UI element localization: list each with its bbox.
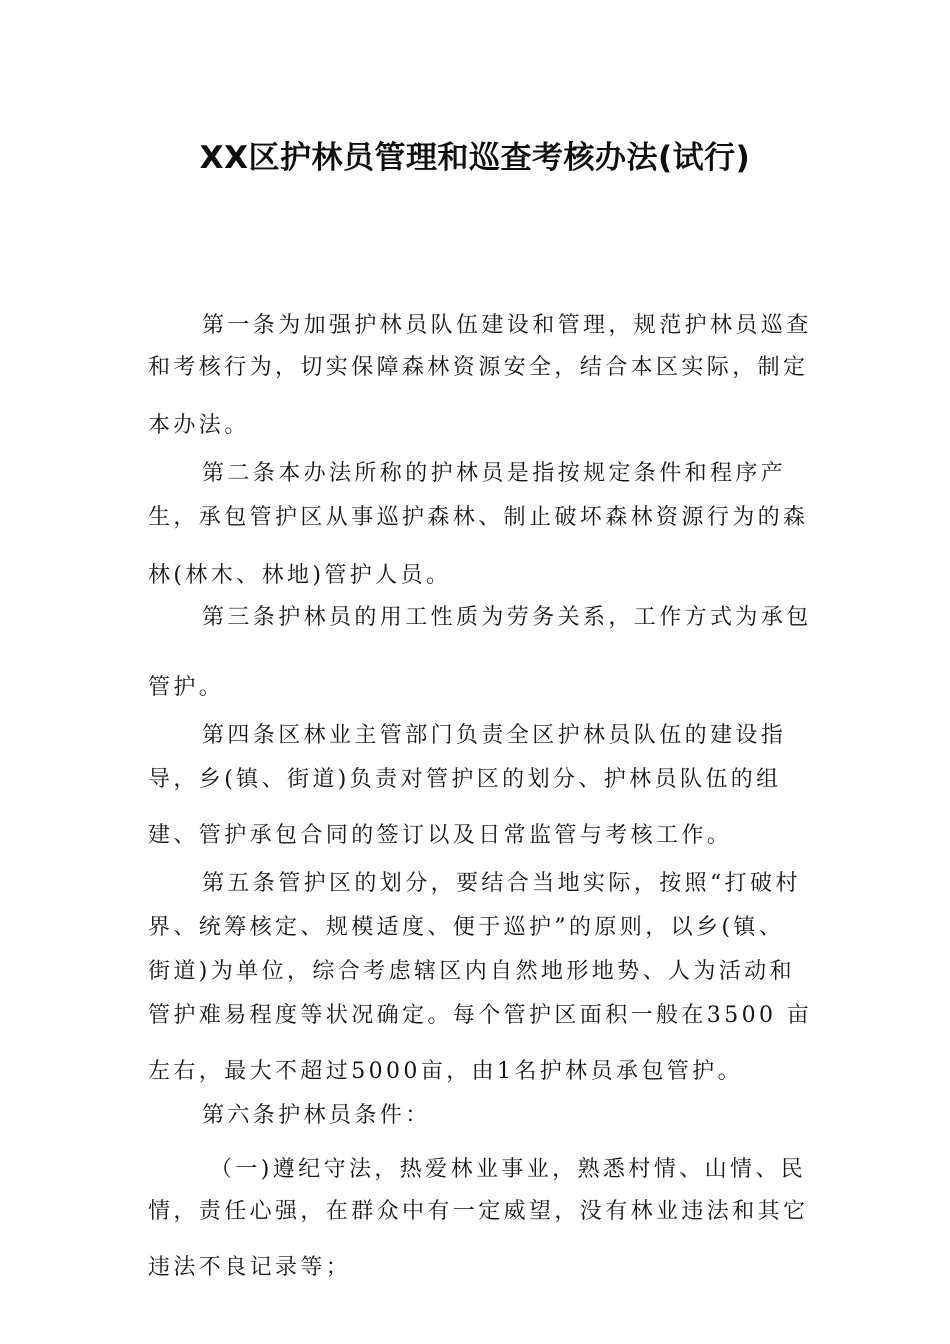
paragraph-line: 第六条护林员条件： bbox=[202, 1103, 431, 1128]
paragraph-line: 第二条本办法所称的护林员是指按规定条件和程序产 bbox=[202, 461, 787, 486]
paragraph-line: 本办法。 bbox=[148, 413, 250, 438]
paragraph-line: 导，乡(镇、街道)负责对管护区的划分、护林员队伍的组 bbox=[148, 767, 782, 792]
paragraph-line: 街道)为单位，综合考虑辖区内自然地形地势、人为活动和 bbox=[148, 959, 795, 984]
paragraph-line: 第三条护林员的用工性质为劳务关系，工作方式为承包 bbox=[202, 605, 812, 630]
paragraph-line: 第一条为加强护林员队伍建设和管理，规范护林员巡查 bbox=[202, 313, 812, 338]
paragraph-line: （一)遵纪守法，热爱林业事业，熟悉村情、山情、民 bbox=[210, 1157, 807, 1182]
paragraph-line: 管护难易程度等状况确定。每个管护区面积一般在3500 亩 bbox=[148, 1003, 813, 1028]
paragraph-line: 第五条管护区的划分，要结合当地实际，按照“打破村 bbox=[202, 871, 801, 896]
paragraph-line: 第四条区林业主管部门负责全区护林员队伍的建设指 bbox=[202, 723, 787, 748]
paragraph-line: 左右，最大不超过5000亩，由1名护林员承包管护。 bbox=[148, 1059, 743, 1084]
paragraph-line: 情，责任心强，在群众中有一定威望，没有林业违法和其它 bbox=[148, 1199, 809, 1224]
document-title: XX区护林员管理和巡查考核办法(试行) bbox=[199, 140, 751, 176]
paragraph-line: 界、统筹核定、规模适度、便于巡护”的原则，以乡(镇、 bbox=[148, 915, 785, 940]
paragraph-line: 和考核行为，切实保障森林资源安全，结合本区实际，制定 bbox=[148, 355, 809, 380]
paragraph-line: 林(林木、林地)管护人员。 bbox=[148, 563, 452, 588]
paragraph-line: 违法不良记录等； bbox=[148, 1255, 352, 1280]
paragraph-line: 建、管护承包合同的签订以及日常监管与考核工作。 bbox=[148, 823, 733, 848]
paragraph-line: 管护。 bbox=[148, 675, 225, 700]
paragraph-line: 生，承包管护区从事巡护森林、制止破坏森林资源行为的森 bbox=[148, 505, 809, 530]
